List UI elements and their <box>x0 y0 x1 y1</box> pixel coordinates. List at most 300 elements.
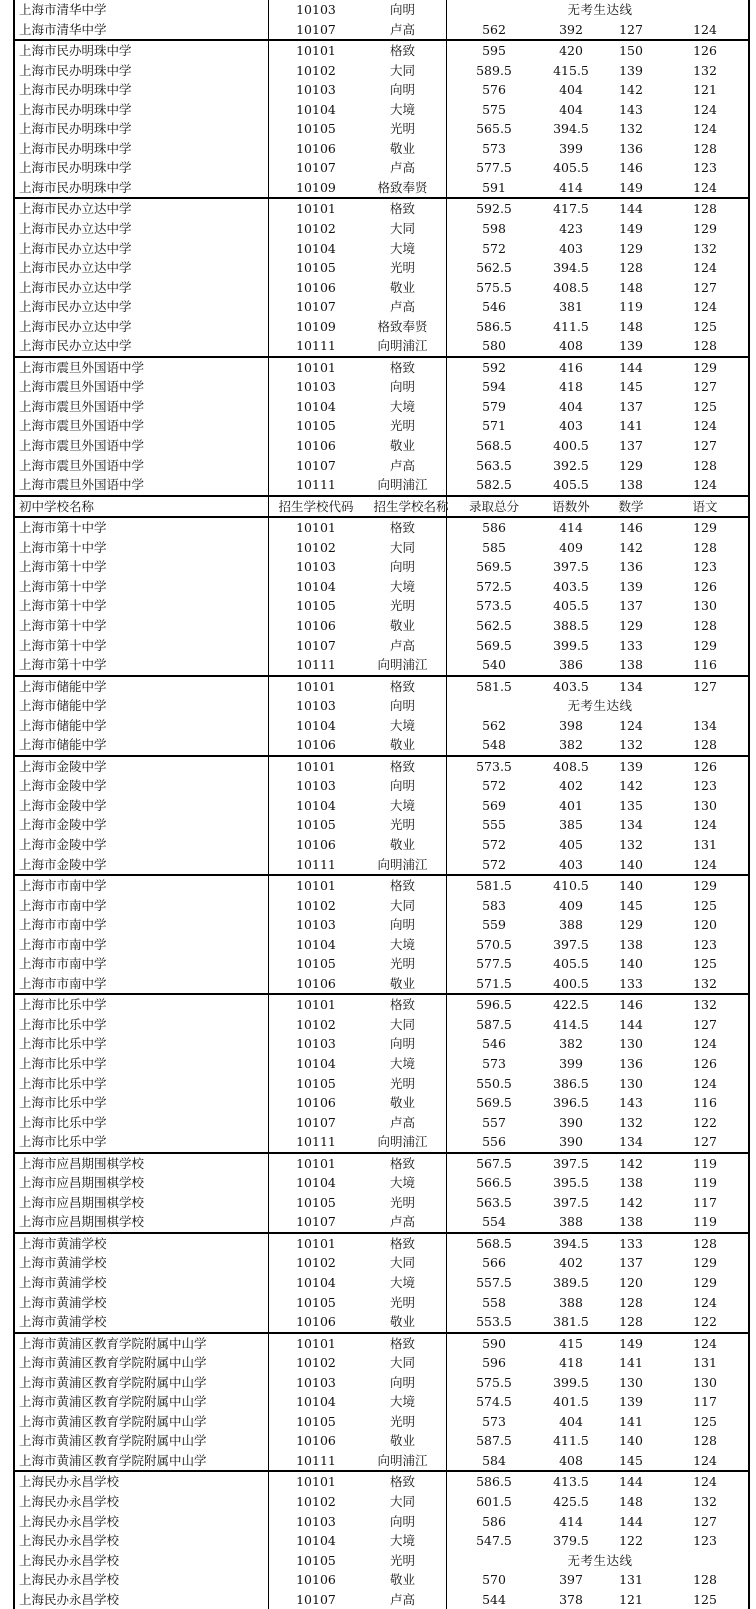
cell-total: 594 <box>482 379 506 395</box>
cell-code: 10102 <box>296 1494 336 1510</box>
cell-zone: 向明 <box>389 82 415 98</box>
cell-zone: 卢高 <box>389 21 415 37</box>
cell-lang: 128 <box>693 338 717 354</box>
table-row <box>15 993 748 1015</box>
cell-code: 10103 <box>296 1374 336 1390</box>
cell-yw: 390 <box>559 1134 583 1150</box>
cell-zone: 格致 <box>389 201 415 217</box>
cell-lang: 119 <box>693 1214 717 1230</box>
cell-total: 554 <box>482 1214 506 1230</box>
cell-code: 10104 <box>296 578 336 594</box>
cell-yw: 388.5 <box>553 617 589 633</box>
table-row <box>15 1113 748 1133</box>
cell-name: 上海民办永昌学校 <box>19 1474 120 1490</box>
table-row <box>15 1470 748 1492</box>
cell-code: 10105 <box>296 1294 336 1310</box>
cell-lang: 125 <box>693 1413 717 1429</box>
cell-lang: 130 <box>693 598 717 614</box>
table-row <box>15 1015 748 1035</box>
cell-total: 572.5 <box>476 578 512 594</box>
cell-total: 589.5 <box>476 62 512 78</box>
table-row <box>15 61 748 81</box>
cell-yw: 415 <box>559 1335 583 1351</box>
cell-math: 132 <box>619 737 643 753</box>
cell-zone: 格致 <box>389 878 415 894</box>
table-row <box>15 954 748 974</box>
cell-yw: 400.5 <box>553 438 589 454</box>
header-math: 数学 <box>618 498 644 514</box>
cell-math: 136 <box>619 559 643 575</box>
table-row <box>15 596 748 616</box>
cell-name: 上海市金陵中学 <box>19 836 107 852</box>
cell-yw: 397.5 <box>553 1155 589 1171</box>
cell-name: 上海市金陵中学 <box>19 856 107 872</box>
cell-zone: 卢高 <box>389 160 415 176</box>
cell-yw: 378 <box>559 1591 583 1607</box>
cell-zone: 大境 <box>389 578 415 594</box>
cell-name: 上海市震旦外国语中学 <box>19 359 145 375</box>
cell-yw: 392 <box>559 21 583 37</box>
cell-code: 10103 <box>296 379 336 395</box>
cell-math: 137 <box>619 1255 643 1271</box>
cell-lang: 129 <box>693 221 717 237</box>
cell-total: 562.5 <box>476 617 512 633</box>
cell-name: 上海市民办明珠中学 <box>19 82 132 98</box>
cell-yw: 415.5 <box>553 62 589 78</box>
cell-code: 10106 <box>296 140 336 156</box>
cell-math: 124 <box>619 717 643 733</box>
cell-code: 10101 <box>296 878 336 894</box>
cell-yw: 381 <box>559 299 583 315</box>
cell-lang: 131 <box>693 1355 717 1371</box>
cell-zone: 光明 <box>389 1194 415 1210</box>
cell-code: 10106 <box>296 1572 336 1588</box>
cell-math: 145 <box>619 897 643 913</box>
cell-lang: 126 <box>693 758 717 774</box>
cell-yw: 402 <box>559 778 583 794</box>
cell-lang: 124 <box>693 817 717 833</box>
table-row <box>15 336 748 356</box>
cell-total: 569.5 <box>476 637 512 653</box>
cell-yw: 394.5 <box>553 121 589 137</box>
cell-yw: 397.5 <box>553 559 589 575</box>
cell-yw: 410.5 <box>553 878 589 894</box>
cell-zone: 向明 <box>389 1374 415 1390</box>
table-row <box>15 1293 748 1313</box>
cell-total: 581.5 <box>476 878 512 894</box>
cell-yw: 388 <box>559 1294 583 1310</box>
cell-lang: 124 <box>693 260 717 276</box>
cell-name: 上海市民办明珠中学 <box>19 121 132 137</box>
cell-zone: 光明 <box>389 1075 415 1091</box>
cell-math: 134 <box>619 678 643 694</box>
cell-name: 上海市黄浦学校 <box>19 1314 107 1330</box>
cell-math: 129 <box>619 917 643 933</box>
cell-lang: 124 <box>693 1335 717 1351</box>
table-row <box>15 1451 748 1471</box>
cell-zone: 卢高 <box>389 1214 415 1230</box>
cell-lang: 125 <box>693 1591 717 1607</box>
cell-total: 596 <box>482 1355 506 1371</box>
table-row <box>15 456 748 476</box>
cell-lang: 123 <box>693 160 717 176</box>
cell-name: 上海市民办立达中学 <box>19 260 132 276</box>
cell-total: 574.5 <box>476 1394 512 1410</box>
table-row <box>15 178 748 198</box>
cell-code: 10102 <box>296 1255 336 1271</box>
cell-name: 上海市震旦外国语中学 <box>19 438 145 454</box>
cell-total: 546 <box>482 1036 506 1052</box>
cell-name: 上海市民办立达中学 <box>19 240 132 256</box>
cell-code: 10102 <box>296 1016 336 1032</box>
cell-total: 571.5 <box>476 975 512 991</box>
cell-math: 130 <box>619 1374 643 1390</box>
cell-lang: 132 <box>693 997 717 1013</box>
cell-name: 上海市黄浦区教育学院附属中山学 <box>19 1374 207 1390</box>
cell-total: 557.5 <box>476 1275 512 1290</box>
cell-math: 138 <box>619 1175 643 1191</box>
cell-lang: 125 <box>693 897 717 913</box>
cell-lang: 127 <box>693 1016 717 1032</box>
cell-zone: 敬业 <box>389 1314 415 1330</box>
cell-yw: 405.5 <box>553 956 589 972</box>
cell-code: 10105 <box>296 418 336 434</box>
cell-name: 上海市第十中学 <box>19 637 107 653</box>
cell-yw: 397.5 <box>553 936 589 952</box>
cell-yw: 395.5 <box>553 1175 589 1191</box>
cell-zone: 大境 <box>389 398 415 414</box>
table-row <box>15 1332 748 1354</box>
cell-code: 10107 <box>296 21 336 37</box>
cell-lang: 132 <box>693 240 717 256</box>
cell-yw: 379.5 <box>553 1533 589 1549</box>
cell-code: 10107 <box>296 1114 336 1130</box>
cell-name: 上海市金陵中学 <box>19 778 107 794</box>
table-row <box>15 776 748 796</box>
cell-math: 144 <box>619 1016 643 1032</box>
table-row <box>15 416 748 436</box>
cell-math: 141 <box>619 1355 643 1371</box>
cell-zone: 格致 <box>389 1474 415 1490</box>
cell-code: 10105 <box>296 1075 336 1091</box>
cell-zone: 格致 <box>389 758 415 774</box>
table-row <box>15 239 748 259</box>
cell-lang: 128 <box>693 1572 717 1588</box>
cell-math: 144 <box>619 359 643 375</box>
cell-total: 567.5 <box>476 1155 512 1171</box>
header-code: 招生学校代码 <box>278 498 354 514</box>
table-row <box>15 815 748 835</box>
cell-lang: 120 <box>693 917 717 933</box>
cell-yw: 394.5 <box>553 1235 589 1251</box>
cell-yw: 404 <box>559 1413 583 1429</box>
cell-total: 580 <box>482 338 506 354</box>
cell-total: 563.5 <box>476 457 512 473</box>
table-row <box>15 158 748 178</box>
table-row <box>15 696 748 716</box>
cell-total: 587.5 <box>476 1433 512 1449</box>
cell-math: 122 <box>619 1533 643 1549</box>
cell-total: 556 <box>482 1134 506 1150</box>
cell-total: 572 <box>482 836 506 852</box>
table-row <box>15 675 748 697</box>
cell-lang: 125 <box>693 318 717 334</box>
cell-name: 上海市震旦外国语中学 <box>19 457 145 473</box>
cell-yw: 420 <box>559 43 583 59</box>
cell-math: 128 <box>619 1294 643 1310</box>
cell-lang: 124 <box>693 856 717 872</box>
table-row <box>15 119 748 139</box>
table-row <box>15 258 748 278</box>
cell-zone: 大同 <box>389 221 415 237</box>
cell-code: 10107 <box>296 160 336 176</box>
cell-zone: 大境 <box>389 1175 415 1191</box>
cell-lang: 119 <box>693 1155 717 1171</box>
table-row <box>15 1353 748 1373</box>
cell-code: 10105 <box>296 956 336 972</box>
table-row <box>15 1312 748 1332</box>
cell-math: 121 <box>619 1591 643 1607</box>
cell-name: 上海市应昌期围棋学校 <box>19 1194 145 1210</box>
cell-total: 577.5 <box>476 956 512 972</box>
cell-code: 10104 <box>296 936 336 952</box>
cell-zone: 光明 <box>389 956 415 972</box>
cell-code: 10103 <box>296 778 336 794</box>
cell-math: 150 <box>619 43 643 59</box>
cell-math: 133 <box>619 975 643 991</box>
cell-total: 570.5 <box>476 936 512 952</box>
cell-code: 10102 <box>296 539 336 555</box>
cell-math: 146 <box>619 997 643 1013</box>
cell-yw: 394.5 <box>553 260 589 276</box>
table-body <box>15 0 748 1609</box>
cell-lang: 130 <box>693 1374 717 1390</box>
cell-name: 上海市储能中学 <box>19 737 107 753</box>
cell-math: 137 <box>619 598 643 614</box>
cell-yw: 418 <box>559 379 583 395</box>
cell-total: 566 <box>482 1255 506 1271</box>
cell-name: 上海市储能中学 <box>19 698 107 714</box>
cell-yw: 390 <box>559 1114 583 1130</box>
cell-math: 141 <box>619 418 643 434</box>
cell-zone: 大同 <box>389 1355 415 1371</box>
cell-zone: 向明 <box>389 1036 415 1052</box>
header-name: 初中学校名称 <box>19 498 95 514</box>
cell-zone: 大境 <box>389 1394 415 1410</box>
cell-code: 10107 <box>296 299 336 315</box>
cell-name: 上海市金陵中学 <box>19 758 107 774</box>
cell-zone: 格致奉贤 <box>377 318 428 334</box>
cell-total: 546 <box>482 299 506 315</box>
cell-yw: 403 <box>559 856 583 872</box>
cell-name: 上海市第十中学 <box>19 598 107 614</box>
cell-name: 上海市比乐中学 <box>19 1055 107 1071</box>
cell-total: 573.5 <box>476 598 512 614</box>
cell-yw: 403 <box>559 240 583 256</box>
no-admit-note: 无考生达线 <box>567 698 633 714</box>
cell-code: 10101 <box>296 520 336 536</box>
cell-zone: 大境 <box>389 797 415 813</box>
cell-lang: 129 <box>693 520 717 536</box>
cell-math: 139 <box>619 758 643 774</box>
cell-math: 138 <box>619 657 643 673</box>
cell-lang: 131 <box>693 836 717 852</box>
table-row <box>15 39 748 61</box>
cell-code: 10104 <box>296 1175 336 1191</box>
cell-total: 575 <box>482 101 506 117</box>
cell-math: 143 <box>619 1095 643 1111</box>
cell-lang: 127 <box>693 678 717 694</box>
cell-name: 上海市比乐中学 <box>19 997 107 1013</box>
cell-name: 上海市比乐中学 <box>19 1114 107 1130</box>
cell-math: 137 <box>619 438 643 454</box>
cell-yw: 416 <box>559 359 583 375</box>
cell-lang: 126 <box>693 578 717 594</box>
cell-lang: 132 <box>693 1494 717 1510</box>
cell-math: 129 <box>619 617 643 633</box>
cell-total: 598 <box>482 221 506 237</box>
cell-total: 575.5 <box>476 279 512 295</box>
table-row <box>15 436 748 456</box>
cell-total: 572 <box>482 856 506 872</box>
cell-yw: 405 <box>559 836 583 852</box>
table-row <box>15 616 748 636</box>
table-row <box>15 735 748 755</box>
table-row <box>15 1173 748 1193</box>
cell-name: 上海民办永昌学校 <box>19 1591 120 1607</box>
table-row <box>15 100 748 120</box>
table-row <box>15 377 748 397</box>
cell-math: 133 <box>619 1235 643 1251</box>
table-row <box>15 1373 748 1393</box>
cell-total: 592 <box>482 359 506 375</box>
cell-zone: 格致 <box>389 1155 415 1171</box>
cell-lang: 116 <box>693 657 717 673</box>
cell-total: 592.5 <box>476 201 512 217</box>
cell-math: 149 <box>619 179 643 195</box>
cell-name: 上海市比乐中学 <box>19 1036 107 1052</box>
cell-name: 上海市清华中学 <box>19 2 107 17</box>
cell-code: 10105 <box>296 1194 336 1210</box>
cell-math: 132 <box>619 121 643 137</box>
cell-total: 548 <box>482 737 506 753</box>
table-header-row <box>15 495 748 517</box>
cell-zone: 向明浦江 <box>377 477 428 493</box>
cell-name: 上海民办永昌学校 <box>19 1533 120 1549</box>
cell-zone: 敬业 <box>389 279 415 295</box>
cell-yw: 396.5 <box>553 1095 589 1111</box>
cell-total: 575.5 <box>476 1374 512 1390</box>
cell-code: 10105 <box>296 817 336 833</box>
table-row <box>15 655 748 675</box>
cell-zone: 光明 <box>389 598 415 614</box>
cell-total: 569 <box>482 797 506 813</box>
cell-zone: 大同 <box>389 62 415 78</box>
cell-lang: 128 <box>693 140 717 156</box>
cell-yw: 411.5 <box>553 318 589 334</box>
cell-math: 140 <box>619 878 643 894</box>
cell-yw: 386 <box>559 657 583 673</box>
cell-zone: 大同 <box>389 539 415 555</box>
cell-yw: 399 <box>559 1055 583 1071</box>
table-row <box>15 538 748 558</box>
cell-name: 上海市民办立达中学 <box>19 221 132 237</box>
cell-name: 上海市比乐中学 <box>19 1016 107 1032</box>
cell-yw: 403.5 <box>553 578 589 594</box>
cell-yw: 408.5 <box>553 279 589 295</box>
table-row <box>15 0 748 20</box>
cell-total: 569.5 <box>476 1095 512 1111</box>
cell-zone: 光明 <box>389 418 415 434</box>
cell-total: 566.5 <box>476 1175 512 1191</box>
cell-zone: 格致 <box>389 359 415 375</box>
cell-code: 10111 <box>296 856 336 872</box>
cell-total: 562.5 <box>476 260 512 276</box>
table-row <box>15 356 748 378</box>
table-row <box>15 1132 748 1152</box>
cell-yw: 414 <box>559 520 583 536</box>
cell-yw: 403 <box>559 418 583 434</box>
cell-math: 128 <box>619 260 643 276</box>
cell-name: 上海市民办明珠中学 <box>19 101 132 117</box>
header-lang: 语文 <box>692 498 718 514</box>
cell-yw: 417.5 <box>553 201 589 217</box>
cell-code: 10111 <box>296 338 336 354</box>
cell-math: 144 <box>619 1474 643 1490</box>
header-total: 录取总分 <box>468 498 519 514</box>
cell-math: 133 <box>619 637 643 653</box>
cell-total: 577.5 <box>476 160 512 176</box>
cell-lang: 123 <box>693 936 717 952</box>
cell-code: 10104 <box>296 1055 336 1071</box>
cell-name: 上海市市南中学 <box>19 936 107 952</box>
cell-code: 10107 <box>296 1591 336 1607</box>
cell-name: 上海民办永昌学校 <box>19 1572 120 1588</box>
cell-total: 586 <box>482 520 506 536</box>
table-row <box>15 1212 748 1232</box>
cell-zone: 大境 <box>389 101 415 117</box>
cell-yw: 399.5 <box>553 1374 589 1390</box>
table-row <box>15 1232 748 1254</box>
cell-code: 10104 <box>296 797 336 813</box>
cell-name: 上海市黄浦区教育学院附属中山学 <box>19 1394 207 1410</box>
cell-code: 10103 <box>296 82 336 98</box>
cell-code: 10105 <box>296 1552 336 1568</box>
cell-code: 10101 <box>296 1474 336 1490</box>
cell-lang: 124 <box>693 1452 717 1468</box>
cell-lang: 124 <box>693 1075 717 1091</box>
table-row <box>15 896 748 916</box>
table-row <box>15 1074 748 1094</box>
cell-total: 573 <box>482 1413 506 1429</box>
table-row <box>15 796 748 816</box>
cell-math: 139 <box>619 338 643 354</box>
cell-total: 569.5 <box>476 559 512 575</box>
cell-yw: 413.5 <box>553 1474 589 1490</box>
cell-name: 上海市黄浦学校 <box>19 1235 107 1251</box>
cell-name: 上海市民办立达中学 <box>19 299 132 315</box>
cell-math: 144 <box>619 1513 643 1529</box>
cell-code: 10111 <box>296 477 336 493</box>
cell-code: 10111 <box>296 657 336 673</box>
cell-code: 10105 <box>296 121 336 137</box>
cell-lang: 128 <box>693 617 717 633</box>
cell-lang: 128 <box>693 539 717 555</box>
cell-math: 142 <box>619 778 643 794</box>
cell-lang: 124 <box>693 21 717 37</box>
cell-lang: 127 <box>693 279 717 295</box>
cell-yw: 411.5 <box>553 1433 589 1449</box>
